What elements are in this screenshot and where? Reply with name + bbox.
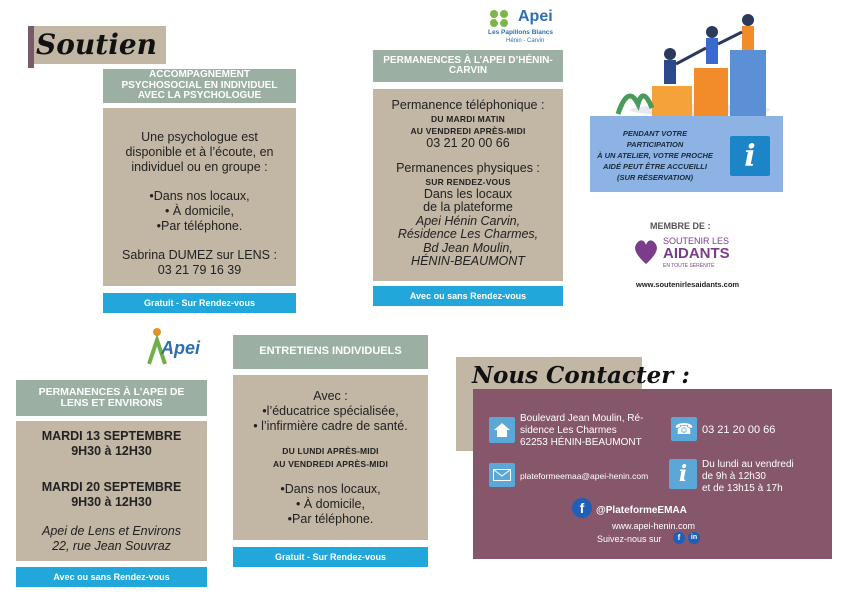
henin-tel-title: Permanence téléphonique : [391, 98, 545, 112]
contact-facebook[interactable]: @PlateformeEMAA [596, 505, 687, 516]
henin-footer: Avec ou sans Rendez-vous [373, 286, 563, 306]
hours-line: Du lundi au vendredi [702, 459, 794, 470]
entretiens-role: • l’infirmière cadre de santé. [253, 419, 408, 433]
entretiens-avec: Avec : [313, 389, 348, 403]
apei-henin-sub1: Les Papillons Blancs [488, 29, 554, 36]
hours-info-icon: i [669, 459, 697, 489]
apei-henin-logo [484, 6, 568, 46]
info-line: PENDANT VOTRE PARTICIPATION [622, 129, 688, 149]
psy-bullet: •Dans nos locaux, [149, 189, 250, 203]
lens-card [16, 421, 207, 561]
contact-follow: Suivez-nous sur [597, 534, 662, 544]
entretiens-card [233, 375, 428, 540]
contact-hours [702, 459, 794, 495]
psy-intro-line: individuel ou en groupe : [131, 160, 268, 174]
psy-card [103, 108, 296, 286]
aidants-top: SOUTENIR LES [663, 236, 730, 246]
contact-website[interactable]: www.apei-henin.com [612, 521, 696, 531]
info-line: AIDÉ PEUT ÊTRE ACCUEILLI [603, 162, 707, 171]
home-icon [489, 417, 515, 443]
apei-lens-name: Apei [161, 338, 201, 358]
contact-email[interactable]: plateformeemaa@apei-henin.com [520, 471, 649, 481]
address-line: Boulevard Jean Moulin, Ré- [520, 413, 644, 424]
aidants-main: AIDANTS [663, 245, 730, 262]
soutien-title-accent [28, 26, 34, 68]
info-box [590, 116, 783, 192]
contact-phone[interactable]: 03 21 20 00 66 [702, 424, 776, 436]
info-line: (SUR RÉSERVATION) [617, 173, 693, 182]
henin-tel-small: DU MARDI MATIN [431, 113, 505, 124]
henin-phys-line: Dans les locaux [423, 186, 513, 201]
mail-icon [489, 463, 515, 487]
facebook-icon[interactable]: f [572, 498, 592, 518]
contact-address [520, 413, 643, 449]
psy-bullet: • À domicile, [165, 204, 234, 218]
entretiens-header-text: ENTRETIENS INDIVIDUELS [259, 345, 402, 358]
entretiens-footer: Gratuit - Sur Rendez-vous [233, 547, 428, 567]
facebook-small-icon[interactable]: f [673, 532, 685, 544]
lens-footer: Avec ou sans Rendez-vous [16, 567, 207, 587]
psy-header-text: ACCOMPAGNEMENT PSYCHOSOCIAL EN INDIVIDUEL AVEC LA PSYCHOLOGUE [121, 69, 278, 102]
entretiens-bullet: •Par téléphone. [287, 512, 374, 526]
aidants-small: EN TOUTE SÉRÉNITÉ [663, 263, 715, 269]
entretiens-header [233, 335, 428, 369]
lens-header-text: PERMANENCES À L’APEI DE LENS ET ENVIRONS [38, 385, 185, 409]
henin-tel-small: AU VENDREDI APRÈS-MIDI [410, 125, 526, 136]
lens-time: 9H30 à 12H30 [71, 444, 152, 458]
info-box-text [595, 128, 715, 183]
entretiens-small: DU LUNDI APRÈS-MIDI [282, 446, 379, 456]
henin-phys-line: de la plateforme [423, 200, 513, 214]
psy-header [103, 69, 296, 103]
lens-time: 9H30 à 12H30 [71, 495, 152, 509]
lens-addr: 22, rue Jean Souvraz [52, 539, 171, 553]
entretiens-bullet: •Dans nos locaux, [280, 482, 381, 496]
lens-addr: Apei de Lens et Environs [42, 524, 181, 538]
psy-phone: 03 21 79 16 39 [157, 263, 242, 277]
info-icon: i [730, 136, 770, 176]
helping-hand-illustration [608, 14, 786, 116]
hours-line: et de 13h15 à 17h [702, 483, 783, 494]
contact-panel [473, 389, 832, 559]
psy-intro-line: disponible et à l’écoute, en [125, 145, 274, 159]
henin-header-text: PERMANENCES À L’APEI D’HÉNIN-CARVIN [383, 54, 553, 76]
henin-tel-phone: 03 21 20 00 66 [426, 135, 510, 150]
membre-label: MEMBRE DE : [650, 221, 711, 231]
contact-title: Nous Contacter : [472, 362, 690, 389]
lens-date: MARDI 13 SEPTEMBRE [41, 429, 182, 443]
address-line: 62253 HÉNIN-BEAUMONT [520, 437, 642, 448]
aidants-logo [633, 236, 743, 274]
entretiens-role: •l’éducatrice spécialisée, [262, 404, 399, 418]
address-line: sidence Les Charmes [520, 425, 617, 436]
psy-footer: Gratuit - Sur Rendez-vous [103, 293, 296, 313]
phone-icon: ☎ [671, 417, 697, 441]
henin-header [373, 50, 563, 82]
soutien-title: Soutien [36, 28, 157, 61]
henin-phys-title: Permanences physiques : [396, 161, 540, 175]
psy-intro-line: Une psychologue est [141, 130, 258, 144]
apei-henin-sub2: Hénin - Carvin [506, 38, 545, 44]
heart-icon [633, 238, 659, 266]
entretiens-bullet: • À domicile, [296, 497, 365, 511]
lens-header [16, 380, 207, 416]
henin-phys-small: SUR RENDEZ-VOUS [425, 176, 511, 187]
hours-line: de 9h à 12h30 [702, 471, 766, 482]
henin-phys-italic: HÉNIN-BEAUMONT [411, 254, 525, 268]
lens-date: MARDI 20 SEPTEMBRE [41, 480, 182, 494]
henin-phys-italic: Apei Hénin Carvin, [415, 213, 521, 228]
henin-phys-italic: Bd Jean Moulin, [423, 240, 513, 255]
apei-henin-name: Apei [518, 8, 553, 25]
psy-bullet: •Par téléphone. [156, 219, 243, 233]
psy-contact-name: Sabrina DUMEZ sur LENS : [122, 248, 277, 262]
info-line: À UN ATELIER, VOTRE PROCHE [597, 151, 713, 160]
entretiens-small: AU VENDREDI APRÈS-MIDI [272, 459, 389, 469]
butterfly-icon [488, 8, 514, 30]
linkedin-icon[interactable]: in [688, 532, 700, 544]
membre-url[interactable]: www.soutenirlesaidants.com [636, 280, 740, 289]
henin-phys-italic: Résidence Les Charmes, [397, 227, 539, 241]
henin-card [373, 89, 563, 281]
apei-lens-logo [147, 326, 207, 372]
